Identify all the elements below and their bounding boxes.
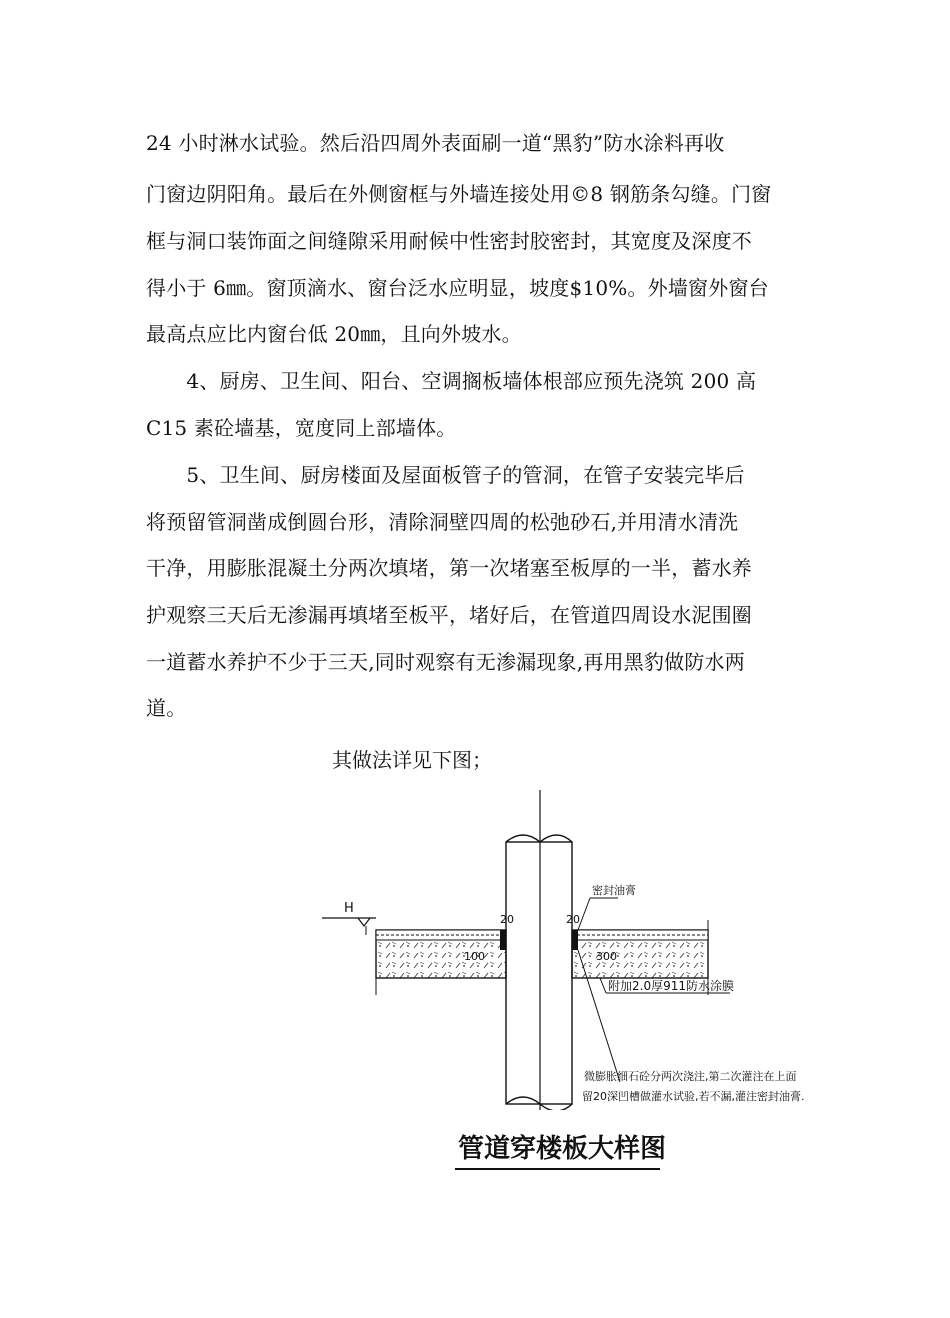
sealant-right [572, 930, 578, 950]
text-line-6: 4、厨房、卫生间、阳台、空调搁板墙体根部应预先浇筑 200 高 [146, 369, 757, 393]
level-mark-label: H [344, 901, 354, 916]
text-line-1: 24 小时淋水试验。然后沿四周外表面刷一道“黑豹”防水涂料再收 [146, 131, 725, 155]
figure-caption: 其做法详见下图； [332, 748, 492, 772]
text-line-12: 一道蓄水养护不少于三天,同时观察有无渗漏现象,再用黑豹做防水两 [146, 650, 745, 674]
figure-title: 管道穿楼板大样图 [458, 1134, 667, 1164]
note-line-2: 留20深凹槽做灌水试验,若不漏,灌注密封油膏. [582, 1090, 805, 1103]
dim-20-left: 20 [500, 913, 514, 926]
pipe-detail-drawing [300, 790, 860, 1110]
text-line-7: C15 素砼墙基，宽度同上部墙体。 [146, 416, 457, 440]
text-line-10: 干净，用膨胀混凝土分两次填堵，第一次堵塞至板厚的一半，蓄水养 [146, 556, 752, 580]
text-line-11: 护观察三天后无渗漏再填堵至板平，堵好后，在管道四周设水泥围圈 [146, 603, 752, 627]
text-line-8: 5、卫生间、厨房楼面及屋面板管子的管洞，在管子安装完毕后 [146, 463, 745, 487]
dim-100: 100 [464, 950, 485, 963]
floor-slab-left [376, 930, 506, 995]
pipe [506, 835, 572, 1110]
text-line-4: 得小于 6㎜。窗顶滴水、窗台泛水应明显，坡度$10%。外墙窗外窗台 [146, 276, 769, 300]
text-line-9: 将预留管洞凿成倒圆台形，清除洞壁四周的松弛砂石,并用清水清洗 [146, 510, 739, 534]
dim-20-right: 20 [566, 913, 580, 926]
note-line-1: 微膨胀细石砼分两次浇注,第二次灌注在上面 [584, 1070, 797, 1083]
sealant-left [500, 930, 506, 950]
level-mark [322, 901, 376, 935]
text-line-13: 道。 [146, 696, 187, 720]
membrane-label: 附加2.0厚911防水涂膜 [608, 979, 734, 993]
text-line-2: 门窗边阴阳角。最后在外侧窗框与外墙连接处用©8 钢筋条勾缝。门窗 [146, 182, 772, 206]
dim-300: 300 [596, 950, 617, 963]
text-line-5: 最高点应比内窗台低 20㎜，且向外坡水。 [146, 322, 522, 346]
text-line-3: 框与洞口装饰面之间缝隙采用耐候中性密封胶密封，其宽度及深度不 [146, 229, 752, 253]
sealant-label: 密封油膏 [592, 884, 636, 897]
figure-title-underline [455, 1168, 660, 1170]
